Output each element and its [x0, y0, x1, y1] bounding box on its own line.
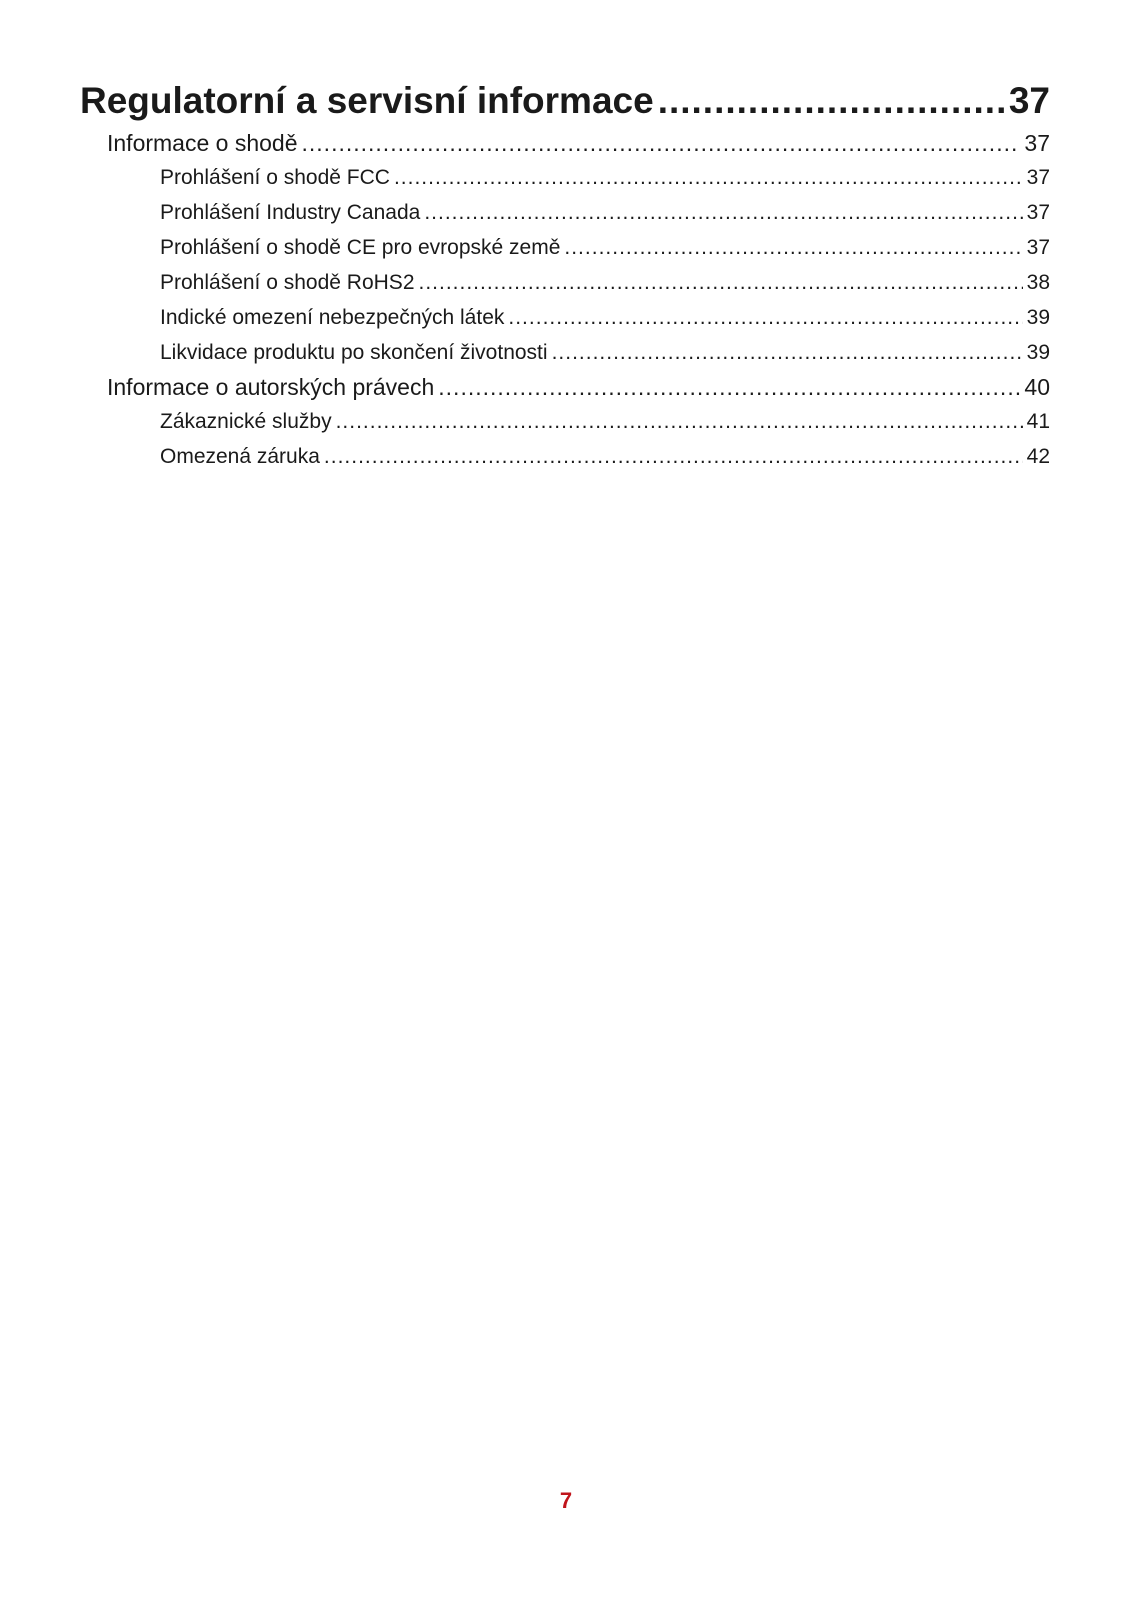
toc-entry-industry-canada[interactable]	[80, 195, 1050, 230]
toc-entry-page: 41	[1026, 410, 1050, 433]
toc-dot-leader	[564, 230, 1022, 265]
toc-entry-copyright-info[interactable]	[80, 370, 1050, 404]
toc-dot-leader	[394, 160, 1023, 195]
toc-entry-label: Informace o shodě	[107, 130, 298, 156]
toc-dot-leader	[419, 265, 1023, 300]
toc-entry-customer-service[interactable]	[80, 404, 1050, 439]
toc-entry-regulatory-and-service-info[interactable]	[80, 78, 1050, 124]
toc-entry-page: 37	[1024, 130, 1050, 156]
page-number: 7	[559, 1488, 573, 1513]
toc-dot-leader	[302, 126, 1021, 160]
toc-entry-label: Regulatorní a servisní informace	[80, 80, 654, 121]
toc-entry-label: Omezená záruka	[160, 445, 320, 468]
table-of-contents	[80, 78, 1050, 474]
toc-entry-page: 37	[1026, 236, 1050, 259]
toc-dot-leader	[658, 78, 1005, 124]
toc-dot-leader	[508, 300, 1022, 335]
toc-entry-page: 37	[1008, 80, 1050, 121]
toc-entry-label: Prohlášení Industry Canada	[160, 201, 421, 224]
toc-entry-compliance-info[interactable]	[80, 126, 1050, 160]
toc-entry-label: Likvidace produktu po skončení životnosti	[160, 341, 548, 364]
toc-entry-label: Indické omezení nebezpečných látek	[160, 306, 505, 329]
toc-entry-page: 39	[1026, 341, 1050, 364]
toc-entry-product-disposal[interactable]	[80, 335, 1050, 370]
toc-entry-fcc-statement[interactable]	[80, 160, 1050, 195]
toc-entry-label: Zákaznické služby	[160, 410, 332, 433]
toc-dot-leader	[438, 370, 1020, 404]
toc-entry-page: 42	[1026, 445, 1050, 468]
toc-dot-leader	[336, 404, 1023, 439]
toc-entry-label: Prohlášení o shodě FCC	[160, 166, 390, 189]
toc-entry-label: Prohlášení o shodě RoHS2	[160, 271, 415, 294]
toc-dot-leader	[324, 439, 1023, 474]
toc-entry-india-hazardous-substances[interactable]	[80, 300, 1050, 335]
toc-dot-leader	[424, 195, 1022, 230]
toc-entry-rohs2[interactable]	[80, 265, 1050, 300]
toc-entry-page: 40	[1024, 374, 1050, 400]
toc-entry-limited-warranty[interactable]	[80, 439, 1050, 474]
toc-entry-page: 38	[1026, 271, 1050, 294]
toc-entry-page: 39	[1026, 306, 1050, 329]
toc-entry-ce-conformity[interactable]	[80, 230, 1050, 265]
toc-dot-leader	[552, 335, 1023, 370]
toc-entry-page: 37	[1026, 201, 1050, 224]
toc-entry-page: 37	[1026, 166, 1050, 189]
toc-entry-label: Informace o autorských právech	[107, 374, 435, 400]
toc-entry-label: Prohlášení o shodě CE pro evropské země	[160, 236, 561, 259]
